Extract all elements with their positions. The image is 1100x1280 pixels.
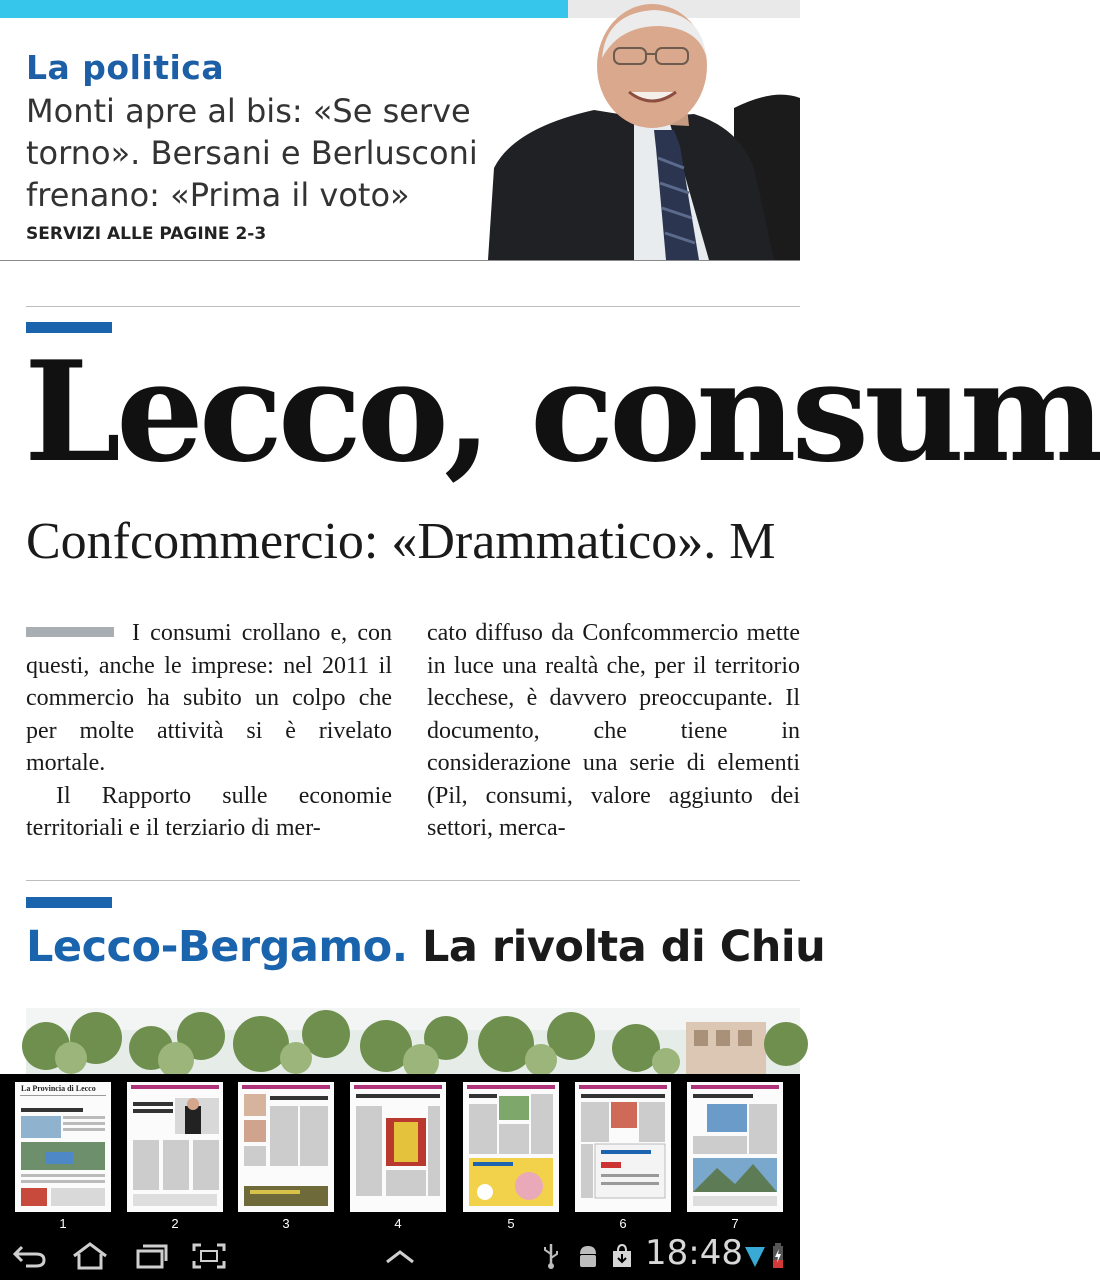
page-thumbnail-2[interactable] bbox=[127, 1082, 223, 1212]
section-accent-bar bbox=[26, 897, 112, 908]
screenshot-icon[interactable] bbox=[188, 1238, 230, 1274]
trees-photo bbox=[26, 1008, 800, 1074]
reading-progress-fill bbox=[0, 0, 568, 18]
battery-icon bbox=[768, 1238, 788, 1274]
page-number-2: 2 bbox=[171, 1216, 179, 1231]
thumb-masthead: La Provincia di Lecco bbox=[21, 1084, 96, 1093]
article-column-1 bbox=[26, 617, 392, 845]
article-paragraph: Il Rapporto sulle economie territoriali e il terziario di mer- bbox=[26, 782, 392, 841]
page-number-1: 1 bbox=[59, 1216, 67, 1231]
home-icon[interactable] bbox=[66, 1238, 114, 1274]
article-column-2 bbox=[427, 617, 800, 845]
page-number-3: 3 bbox=[282, 1216, 290, 1231]
back-icon[interactable] bbox=[8, 1238, 52, 1274]
recent-apps-icon[interactable] bbox=[132, 1238, 172, 1274]
page-number-7: 7 bbox=[731, 1216, 739, 1231]
usb-icon bbox=[538, 1238, 564, 1274]
system-navigation-bar bbox=[0, 1232, 800, 1280]
teaser-text: Monti apre al bis: «Se serve torno». Bersani e Berlusconi frenano: «Prima il voto» bbox=[26, 92, 478, 214]
teaser-pages-ref: SERVIZI ALLE PAGINE 2-3 bbox=[26, 224, 267, 244]
portrait-photo bbox=[484, 18, 800, 260]
story2-headline[interactable] bbox=[26, 922, 825, 972]
page-number-6: 6 bbox=[619, 1216, 627, 1231]
page-thumbnail-strip[interactable] bbox=[0, 1074, 800, 1232]
wifi-icon bbox=[744, 1238, 766, 1274]
android-debug-icon bbox=[574, 1238, 602, 1274]
main-subheadline: Confcommercio: «Drammatico». M bbox=[26, 513, 776, 570]
lead-marker bbox=[26, 627, 114, 637]
page-number-4: 4 bbox=[394, 1216, 402, 1231]
store-notification-icon bbox=[608, 1238, 636, 1274]
page-thumbnail-4[interactable] bbox=[350, 1082, 446, 1212]
page-number-5: 5 bbox=[507, 1216, 515, 1231]
section-divider bbox=[26, 306, 800, 307]
page-thumbnail-3[interactable] bbox=[238, 1082, 334, 1212]
chevron-up-icon[interactable] bbox=[380, 1238, 420, 1274]
page-thumbnail-5[interactable] bbox=[463, 1082, 559, 1212]
story2-kicker: Lecco-Bergamo. bbox=[26, 922, 408, 972]
section-divider bbox=[26, 880, 800, 881]
page-thumbnail-7[interactable] bbox=[687, 1082, 783, 1212]
main-headline[interactable]: Lecco, consum bbox=[24, 330, 1100, 493]
story2-title: La rivolta di Chiu bbox=[407, 922, 826, 972]
article-paragraph: cato diffuso da Confcommercio mette in luce una realtà che, per il territorio lecchese, è davvero preoccupante. Il documento, che tiene in considerazione una serie di elementi (Pil, consumi, valore aggiunto dei settori, merca- bbox=[427, 620, 800, 841]
article-paragraph: I consumi crollano e, con questi, anche le imprese: nel 2011 il commercio ha subito un colpo che per molte attività si è rivelato mortale. bbox=[26, 620, 392, 776]
teaser-kicker: La politica bbox=[26, 48, 225, 87]
politics-teaser[interactable] bbox=[0, 18, 800, 261]
page-thumbnail-6[interactable] bbox=[575, 1082, 671, 1212]
status-clock: 18:48 bbox=[645, 1233, 743, 1273]
page-thumbnail-1[interactable] bbox=[15, 1082, 111, 1212]
